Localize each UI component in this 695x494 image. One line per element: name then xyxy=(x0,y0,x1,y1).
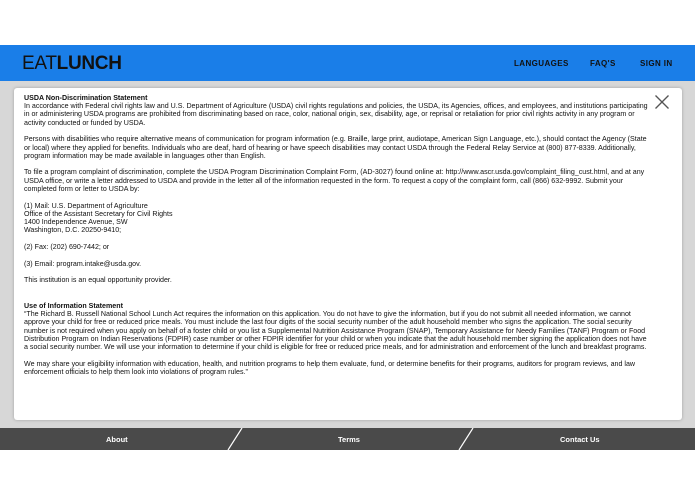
nondiscrimination-title: USDA Non-Discrimination Statement xyxy=(24,94,148,102)
email-line: (3) Email: program.intake@usda.gov. xyxy=(24,259,142,268)
modal-body xyxy=(24,94,652,385)
footer-bar xyxy=(0,428,695,450)
mail-line: 1400 Independence Avenue, SW xyxy=(24,217,128,226)
nav-sign-in-link[interactable]: SIGN IN xyxy=(640,59,673,68)
mail-address xyxy=(24,202,652,235)
use-of-information-paragraph-1: “The Richard B. Russell National School Lunch Act requires the information on this application. You do not have to give the information, but if you do not submit all needed information, we cannot approve your child for free or reduced price meals. You must include the last four digits of the social security number of the adult household member who signs the application. The social security number is not required when you apply on behalf of a foster child or you list a Supplemental Nutrition Assistance Program (SNAP), Temporary Assistance for Needy Families (TANF) Program or Food Distribution Program on Indian Reservations (FDPIR) case number or other FDPIR identifier for your child or when you indicate that the adult household member signing the application does not have a social security number. We will use your information to determine if your child is eligible for free or reduced price meals, and for administration and enforcement of the lunch and breakfast programs. xyxy=(24,310,647,351)
nondiscrimination-paragraph-2: Persons with disabilities who require alternative means of communication for program information (e.g. Braille, large print, audiotape, American Sign Language, etc.), should contact the Agency (State or local) where they applied for benefits. Individuals who are deaf, hard of hearing or have speech disabilities may contact USDA through the Federal Relay Service at (800) 877-8339. Additionally, program information may be made available in languages other than English. xyxy=(24,135,647,160)
nav-faqs-link[interactable]: FAQ'S xyxy=(590,59,616,68)
footer-divider xyxy=(226,428,244,450)
usda-statement-modal xyxy=(14,88,682,420)
footer-about-link[interactable]: About xyxy=(106,435,128,444)
logo-text-eat: EAT xyxy=(22,53,57,74)
logo-text-lunch: LUNCH xyxy=(56,53,122,74)
footer-divider xyxy=(457,428,475,450)
footer-contact-us-link[interactable]: Contact Us xyxy=(560,435,600,444)
mail-line: Office of the Assistant Secretary for Civil Rights xyxy=(24,209,173,218)
top-header xyxy=(0,45,695,81)
footer-terms-link[interactable]: Terms xyxy=(338,435,360,444)
close-icon[interactable] xyxy=(654,94,670,110)
nondiscrimination-paragraph-1: In accordance with Federal civil rights law and U.S. Department of Agriculture (USDA) civil rights regulations and policies, the USDA, its Agencies, offices, and employees, and institutions participating in or administering USDA programs are prohibited from discriminating based on race, color, national origin, sex, disability, age, or reprisal or retaliation for prior civil rights activity in any program or activity conducted or funded by USDA. xyxy=(24,102,648,127)
use-of-information-title: Use of Information Statement xyxy=(24,301,123,310)
eatlunch-logo[interactable] xyxy=(22,54,122,74)
mail-line: Washington, D.C. 20250-9410; xyxy=(24,226,122,235)
mail-line: (1) Mail: U.S. Department of Agriculture xyxy=(24,201,148,210)
equal-opportunity-line: This institution is an equal opportunity provider. xyxy=(24,276,172,285)
fax-line: (2) Fax: (202) 690-7442; or xyxy=(24,242,110,251)
nav-languages-link[interactable]: LANGUAGES xyxy=(514,59,569,68)
use-of-information-paragraph-2: We may share your eligibility information with education, health, and nutrition programs to help them evaluate, fund, or determine benefits for their programs, auditors for program reviews, and law enforcement officials to help them look into violations of program rules.” xyxy=(24,359,636,376)
nondiscrimination-paragraph-3: To file a program complaint of discrimination, complete the USDA Program Discrimination Complaint Form, (AD-3027) found online at: http://www.ascr.usda.gov/complaint_filing_cust.html, and at any USDA office, or write a letter addressed to USDA and provide in the letter all of the information requested in the form. To request a copy of the complaint form, call (866) 632-9992. Submit your completed form or letter to USDA by: xyxy=(24,168,645,193)
